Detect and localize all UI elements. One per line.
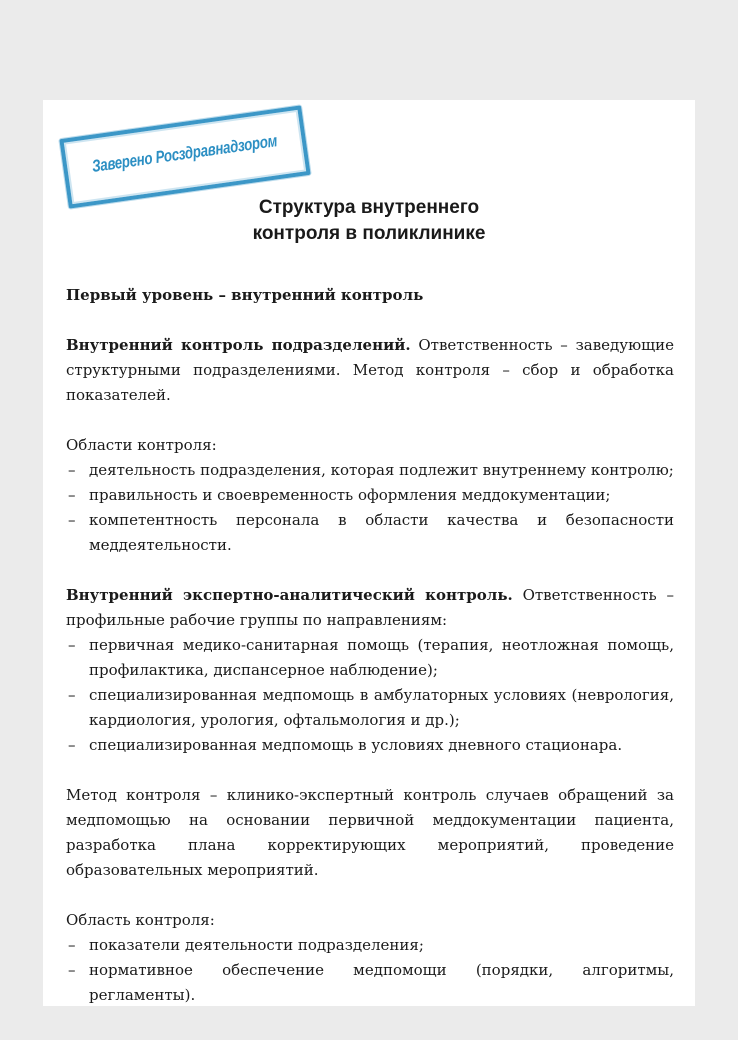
list-item: – компетентность персонала в области качества и безопасности меддеятельности.	[66, 508, 674, 558]
certification-stamp	[59, 105, 310, 208]
list-item: – деятельность подразделения, которая подлежит внутреннему контролю;	[66, 458, 674, 483]
document-page	[43, 100, 695, 1006]
area-list	[66, 933, 674, 1008]
level-heading: Первый уровень – внутренний контроль	[66, 286, 424, 304]
list-item: – правильность и своевременность оформления меддокументации;	[66, 483, 674, 508]
list-item: – нормативное обеспечение медпомощи (порядки, алгоритмы, регламенты).	[66, 958, 674, 1008]
title-line-1: Структура внутреннего	[258, 197, 480, 218]
directions-list	[66, 633, 674, 758]
section2-text: Ответственность – профильные рабочие группы по направлениям:	[66, 586, 675, 629]
area-label: Область контроля:	[66, 911, 215, 929]
method-paragraph: Метод контроля – клинико-экспертный контроль случаев обращений за медпомощью на основании первичной меддокументации пациента, разработка плана корректирующих мероприятий, проведение образовательных мероприятий.	[66, 786, 674, 879]
list-item: – показатели деятельности подразделения;	[66, 933, 674, 958]
list-item: – специализированная медпомощь в амбулаторных условиях (неврология, кардиология, урология, офтальмология и др.);	[66, 683, 674, 733]
list-item: – первичная медико-санитарная помощь (терапия, неотложная помощь, профилактика, диспансерное наблюдение);	[66, 633, 674, 683]
page-title	[43, 195, 695, 247]
section2-intro	[66, 583, 674, 633]
areas-list	[66, 458, 674, 558]
list-item: – специализированная медпомощь в условиях дневного стационара.	[66, 733, 674, 758]
section2-title: Внутренний экспертно-аналитический контроль.	[66, 586, 513, 604]
areas-label: Области контроля:	[66, 436, 217, 454]
title-line-2: контроля в поликлинике	[252, 223, 486, 244]
stamp-text: Заверено Росздравнадзором	[90, 131, 279, 176]
document-body	[66, 283, 674, 1008]
section1-title: Внутренний контроль подразделений.	[66, 336, 411, 354]
section1-intro	[66, 333, 674, 408]
section1-text: Ответственность – заведующие структурными подразделениями. Метод контроля – сбор и обработка показателей.	[66, 336, 674, 404]
